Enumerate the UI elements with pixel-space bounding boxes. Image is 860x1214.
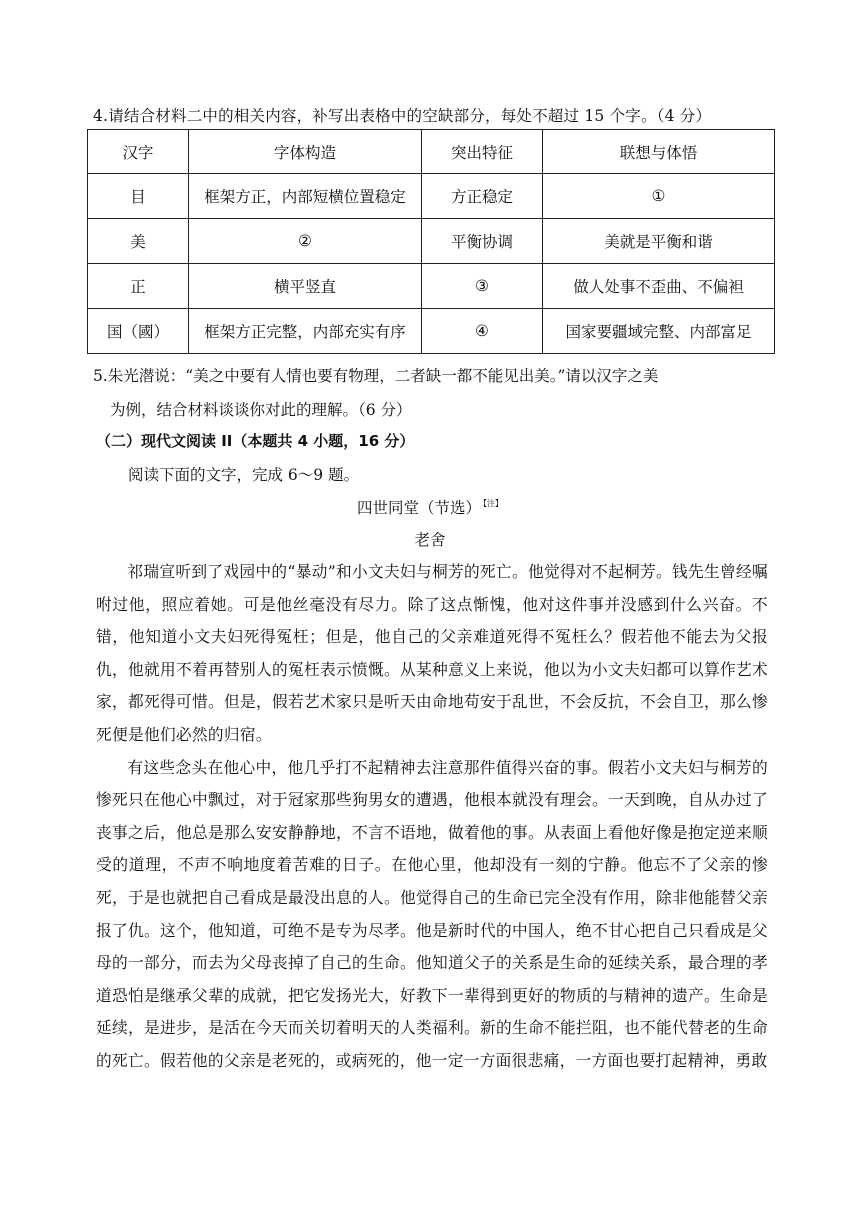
section-heading: （二）现代文阅读 II（本题共 4 小题，16 分） bbox=[96, 432, 415, 450]
answer-table bbox=[87, 129, 775, 354]
table-cell: ④ bbox=[422, 309, 543, 354]
paragraph: 有这些念头在他心中，他几乎打不起精神去注意那件值得兴奋的事。假若小文夫妇与桐芳的惨死只在他心中飘过，对于冠家那些狗男女的遭遇，他根本就没有理会。一天到晚，自从办过了丧事之后，他总是那么安安静静地，不言不语地，做着他的事。从表面上看他好像是抱定逆来顺受的道理，不声不响地度着苦难的日子。在他心里，他却没有一刻的宁静。他忘不了父亲的惨死，于是也就把自己看成是最没出息的人。他觉得自己的生命已完全没有作用，除非他能替父亲报了仇。这个，他知道，可绝不是专为尽孝。他是新时代的中国人，绝不甘心把自己只看成是父母的一部分，而去为父母丧掉了自己的生命。他知道父子的关系是生命的延续关系，最合理的孝道恐怕是继承父辈的成就，把它发扬光大，好教下一辈得到更好的物质的与精神的遗产。生命是延续，是进步，是活在今天而关切着明天的人类福利。新的生命不能拦阻，也不能代替老的生命的死亡。假若他的父亲是老死的，或病死的，他一定一方面很悲痛，一方面也要打起精神，勇敢 bbox=[96, 757, 768, 1070]
reading-instruction: 阅读下面的文字，完成 6～9 题。 bbox=[128, 466, 360, 484]
table-cell: 美 bbox=[88, 219, 189, 264]
table-cell: 平衡协调 bbox=[422, 219, 543, 264]
table-cell: 目 bbox=[88, 174, 189, 219]
passage-author: 老舍 bbox=[414, 531, 446, 549]
table-row bbox=[88, 174, 775, 219]
table-cell: ② bbox=[189, 219, 422, 264]
table-cell: 美就是平衡和谐 bbox=[543, 219, 775, 264]
passage-body bbox=[96, 556, 768, 1078]
table-cell: 做人处事不歪曲、不偏袒 bbox=[543, 264, 775, 309]
passage-title bbox=[0, 496, 860, 518]
table-cell: 横平竖直 bbox=[189, 264, 422, 309]
table-cell: 国家要疆域完整、内部富足 bbox=[543, 309, 775, 354]
header-cell: 突出特征 bbox=[422, 130, 543, 174]
table-cell: 正 bbox=[88, 264, 189, 309]
question-5-line-1: 5.朱光潜说：“美之中要有人情也要有物理，二者缺一都不能见出美。”请以汉字之美 bbox=[93, 367, 659, 385]
table-row bbox=[88, 309, 775, 354]
question-4: 4.请结合材料二中的相关内容，补写出表格中的空缺部分，每处不超过 15 个字。（4 分） bbox=[93, 107, 712, 125]
passage-title-text: 四世同堂（节选） bbox=[356, 499, 481, 517]
table-cell: 方正稳定 bbox=[422, 174, 543, 219]
table-row bbox=[88, 219, 775, 264]
question-5-line-2: 为例，结合材料谈谈你对此的理解。（6 分） bbox=[110, 401, 412, 419]
header-cell: 汉字 bbox=[88, 130, 189, 174]
table-cell: ① bbox=[543, 174, 775, 219]
table-cell: 框架方正，内部短横位置稳定 bbox=[189, 174, 422, 219]
note-marker: 【注】 bbox=[483, 499, 503, 508]
table-header-row bbox=[88, 130, 775, 174]
table-cell: 国（國） bbox=[88, 309, 189, 354]
header-cell: 字体构造 bbox=[189, 130, 422, 174]
paragraph: 祁瑞宣听到了戏园中的“暴动”和小文夫妇与桐芳的死亡。他觉得对不起桐芳。钱先生曾经嘱咐过他，照应着她。可是他丝毫没有尽力。除了这点惭愧，他对这件事并没感到什么兴奋。不错，他知道小文夫妇死得冤枉；但是，他自己的父亲难道死得不冤枉么？假若他不能去为父报仇，他就用不着再替别人的冤枉表示愤慨。从某种意义上来说，他以为小文夫妇都可以算作艺术家，都死得可惜。但是，假若艺术家只是听天由命地苟安于乱世，不会反抗，不会自卫，那么惨死便是他们必然的归宿。 bbox=[96, 562, 768, 744]
header-cell: 联想与体悟 bbox=[543, 130, 775, 174]
table-cell: ③ bbox=[422, 264, 543, 309]
table-row bbox=[88, 264, 775, 309]
table-cell: 框架方正完整，内部充实有序 bbox=[189, 309, 422, 354]
